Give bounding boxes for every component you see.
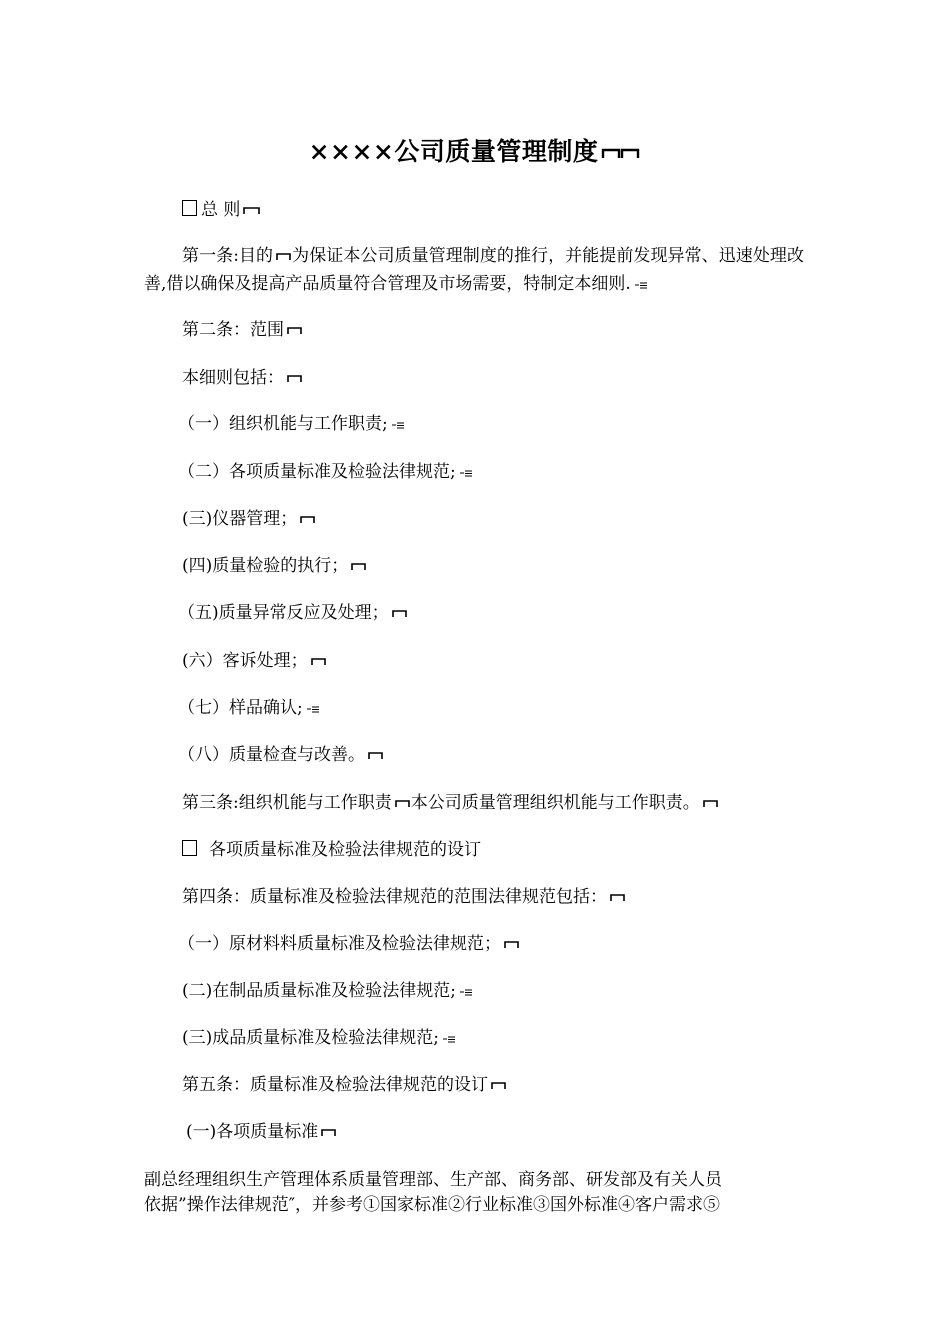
scope-item: (三)仪器管理； — [182, 507, 316, 531]
article-4-item: （一）原材料料质量标准及检验法律规范； — [178, 932, 520, 956]
document-title — [0, 132, 950, 168]
scope-item: （一）组织机能与工作职责; — [178, 412, 405, 436]
paragraph-mark-icon — [368, 750, 384, 760]
article-4: 第四条：质量标准及检验法律规范的范围法律规范包括： — [182, 885, 626, 909]
paragraph-mark-icon — [504, 939, 520, 949]
body-text-line: 副总经理组织生产管理体系质量管理部、生产部、商务部、研发部及有关人员 — [144, 1170, 722, 1190]
paragraph-mark-icon — [395, 798, 411, 808]
scope-item: （五)质量异常反应及处理； — [178, 601, 408, 625]
article-5-subheading: (一)各项质量标准 — [186, 1120, 337, 1144]
article-4-item: (二)在制品质量标准及检验法律规范; — [182, 979, 473, 1003]
title-text: ××××公司质量管理制度 — [308, 137, 599, 166]
return-mark-icon — [634, 281, 648, 289]
checkbox-icon — [182, 200, 197, 216]
article-1: 第一条:目的 为保证本公司质量管理制度的推行，并能提前发现异常、迅速处理改善,借以确保及提高产品质量符合管理及市场需要，特制定本细则. — [144, 246, 804, 294]
article-2: 第二条：范围 — [182, 318, 303, 342]
paragraph-mark-icon — [276, 251, 292, 261]
paragraph-mark-icon — [351, 561, 367, 571]
paragraph-mark-icon — [311, 656, 327, 666]
scope-item: (六）客诉处理； — [182, 649, 327, 673]
paragraph-mark-icon — [300, 514, 316, 524]
article-5: 第五条：质量标准及检验法律规范的设订 — [182, 1073, 507, 1097]
section-2-heading: 各项质量标准及检验法律规范的设订 — [182, 838, 481, 862]
paragraph-mark-icon — [287, 325, 303, 335]
article-3: 第三条:组织机能与工作职责 本公司质量管理组织机能与工作职责。 — [182, 791, 719, 815]
scope-item: （二）各项质量标准及检验法律规范; — [178, 460, 473, 484]
paragraph-mark-icon — [491, 1080, 507, 1090]
paragraph-mark-icon — [243, 205, 261, 215]
scope-intro: 本细则包括： — [182, 366, 303, 390]
checkbox-icon — [182, 840, 197, 856]
scope-item: (四)质量检验的执行； — [182, 554, 367, 578]
return-mark-icon — [459, 469, 473, 477]
paragraph-mark-icon — [287, 373, 303, 383]
return-mark-icon — [306, 705, 320, 713]
return-mark-icon — [442, 1035, 456, 1043]
paragraph-mark-icon — [703, 798, 719, 808]
body-text-line: 依据”操作法律规范″，并参考①国家标准②行业标准③国外标准④客户需求⑤ — [144, 1195, 721, 1215]
paragraph-mark-icon — [610, 892, 626, 902]
article-4-item: (三)成品质量标准及检验法律规范; — [182, 1026, 456, 1050]
paragraph-mark-icon — [392, 608, 408, 618]
paragraph-mark-icon — [321, 1127, 337, 1137]
scope-item: （八）质量检查与改善。 — [178, 743, 384, 767]
scope-item: （七）样品确认; — [178, 696, 320, 720]
return-mark-icon — [391, 421, 405, 429]
paragraph-mark-icon — [601, 146, 641, 160]
general-heading: 总 则 — [182, 198, 261, 222]
return-mark-icon — [459, 988, 473, 996]
